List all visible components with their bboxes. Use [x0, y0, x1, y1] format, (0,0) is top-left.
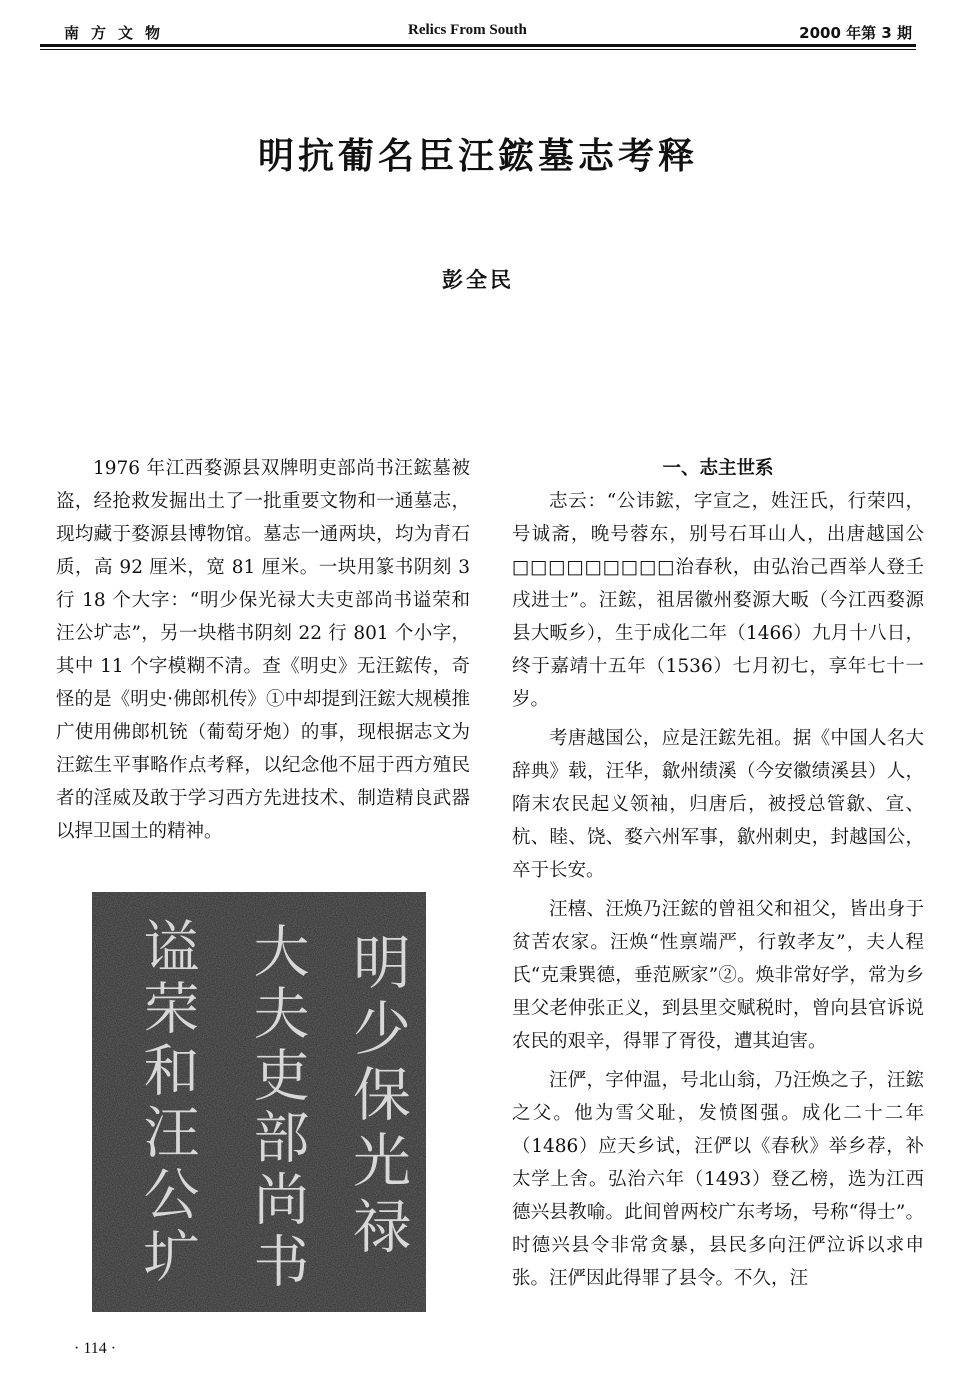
right-column [512, 452, 924, 1295]
journal-name-en: Relics From South [408, 22, 527, 38]
paragraph-2: 考唐越国公，应是汪鋐先祖。据《中国人名大辞典》载，汪华，歙州绩溪（今安徽绩溪县）人，隋末农民起义领袖，归唐后，被授总管歙、宣、杭、睦、饶、婺六州军事，歙州刺史，封越国公，卒于长安。 [512, 728, 924, 881]
rubbing-svg [92, 892, 426, 1312]
issue-label: 2000 年第 3 期 [799, 24, 912, 42]
paragraph-1: 志云：“公讳鋐，字宣之，姓汪氏，行荣四，号诚斋，晚号蓉东，别号石耳山人，出唐越国公□□□□□□□□□治春秋，由弘治己酉举人登壬戌进士”。汪鋐，祖居徽州婺源大畈（今江西婺源县大畈乡），生于成化二年（1466）九月十八日，终于嘉靖十五年（1536）七月初七，享年七十一岁。 [512, 491, 924, 710]
epitaph-rubbing-image [92, 892, 426, 1312]
section-heading: 一、志主世系 [662, 458, 774, 479]
header-rule-thin [40, 49, 916, 50]
left-column [56, 452, 470, 848]
paragraph-3: 汪橲、汪焕乃汪鋐的曾祖父和祖父，皆出身于贫苦农家。汪焕“性禀端严，行敦孝友”，夫人程氏“克秉巽德，垂范厥家”②。焕非常好学，常为乡里父老伸张正义，到县里交赋税时，曾向县官诉说农民的艰辛，得罪了胥役，遭其迫害。 [512, 899, 924, 1052]
header-rule-thick [40, 44, 916, 47]
page-number: · 114 · [74, 1340, 117, 1357]
article-title: 明抗葡名臣汪鋐墓志考释 [257, 135, 698, 177]
rubbing-column-1: 明少保光禄 [343, 932, 411, 1262]
paragraph-4: 汪俨，字仲温，号北山翁，乃汪焕之子，汪鋐之父。他为雪父耻，发愤图强。成化二十二年（1486）应天乡试，汪俨以《春秋》举乡荐，补太学上舍。弘治六年（1493）登乙榜，选为江西德兴县教喻。此间曾两校广东考场，号称“得士”。时德兴县令非常贪暴，县民多向汪俨泣诉以求申张。汪俨因此得罪了县令。不久，汪 [512, 1070, 924, 1289]
running-header [40, 18, 916, 44]
rubbing-column-3: 谥荣和汪公圹 [134, 917, 200, 1289]
rubbing-column-2: 大夫吏部尚书 [244, 922, 310, 1294]
intro-paragraph: 1976 年江西婺源县双牌明吏部尚书汪鋐墓被盗，经抢救发掘出土了一批重要文物和一通墓志，现均藏于婺源县博物馆。墓志一通两块，均为青石质，高 92 厘米，宽 81 厘米。一块用篆书阴刻 3 行 18 个大字：“明少保光禄大夫吏部尚书谥荣和汪公圹志”，另一块楷书阴刻 22 行 801 个小字，其中 11 个字模糊不清。查《明史》无汪鋐传，奇怪的是《明史·佛郎机传》①中却提到汪鋐大规模推广使用佛郎机铳（葡萄牙炮）的事，现根据志文为汪鋐生平事略作点考释，以纪念他不屈于西方殖民者的淫威及敢于学习西方先进技术、制造精良武器以捍卫国土的精神。 [56, 458, 470, 842]
journal-name: 南方文物 [64, 24, 173, 42]
article-author: 彭全民 [442, 267, 514, 292]
